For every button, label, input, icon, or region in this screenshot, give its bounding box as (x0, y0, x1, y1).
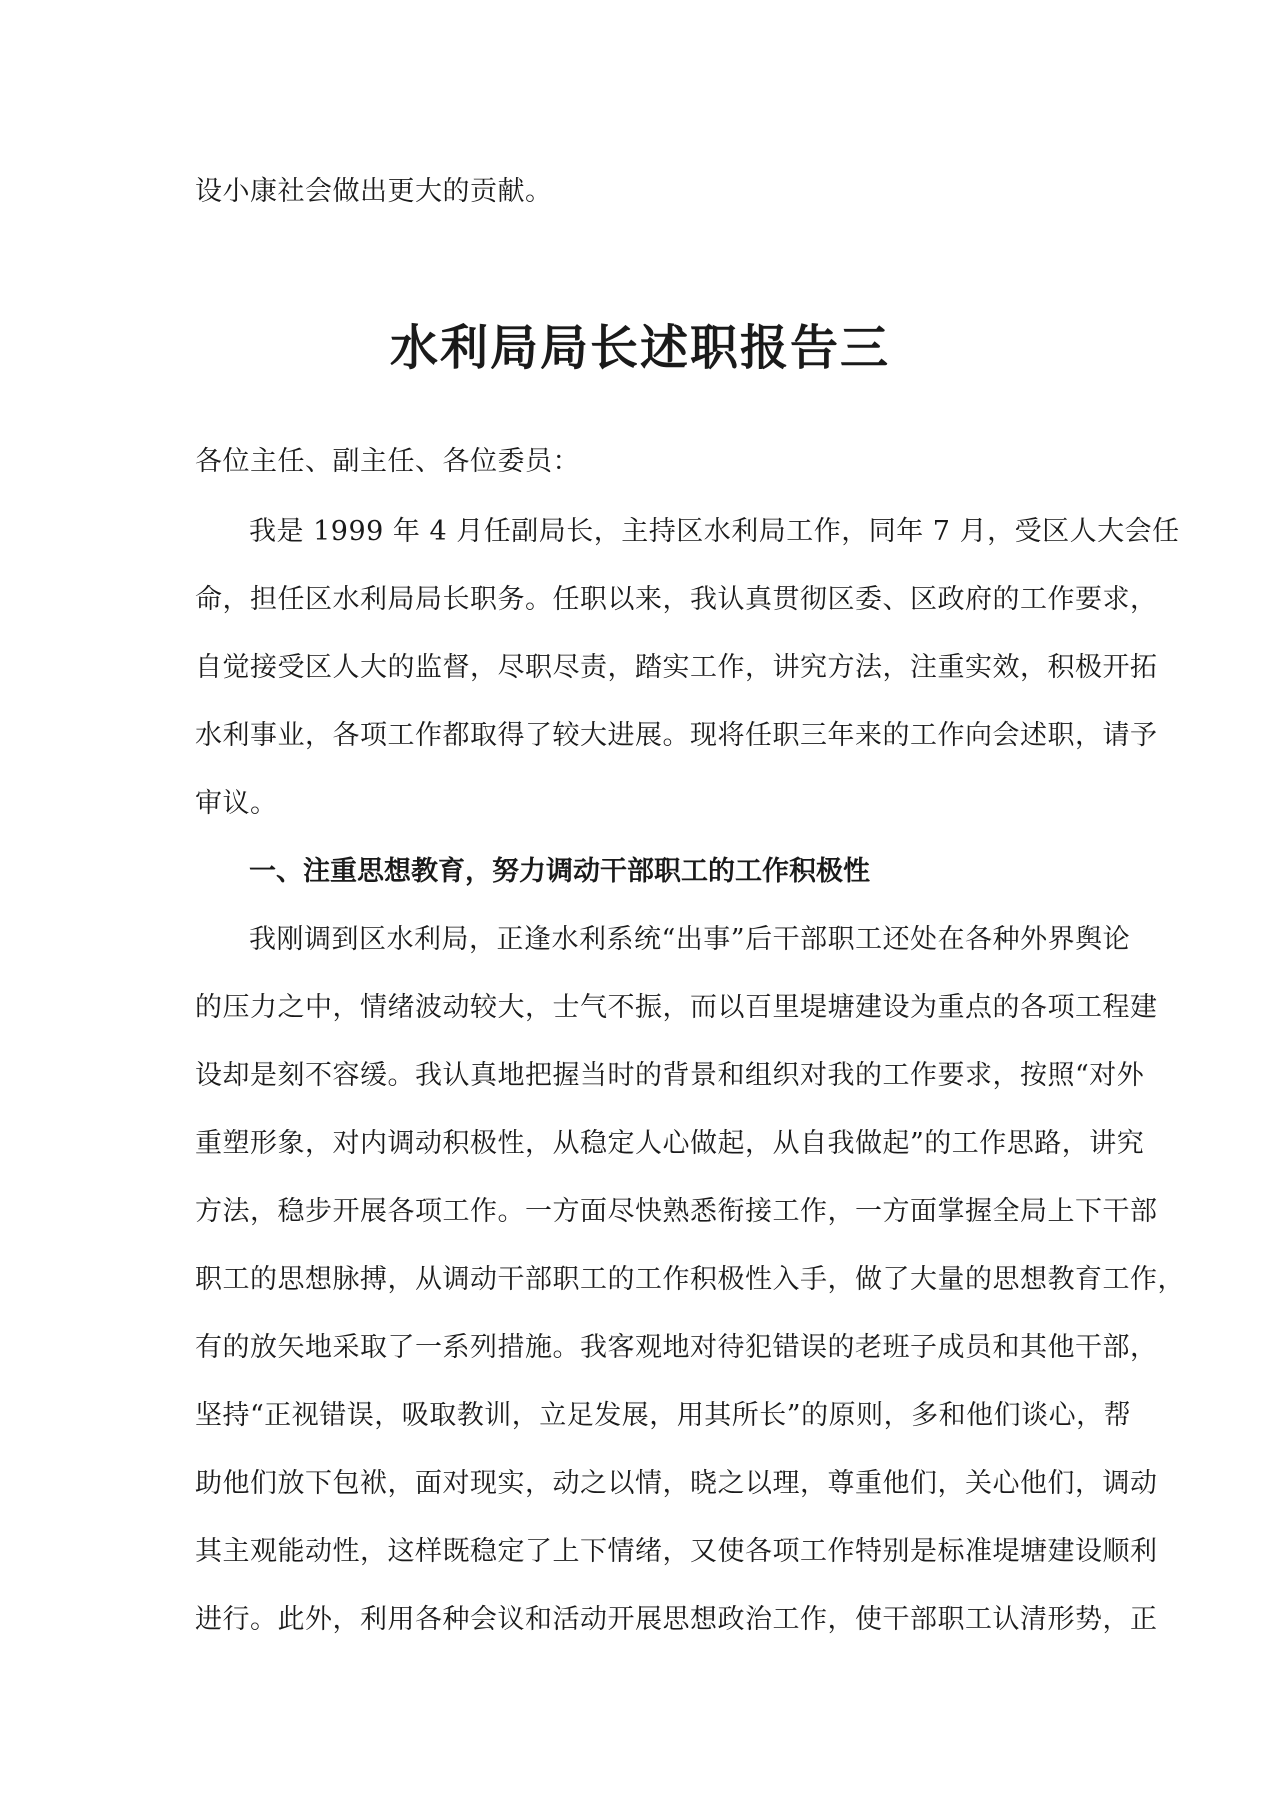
paragraph-line: 助他们放下包袱，面对现实，动之以情，晓之以理，尊重他们，关心他们，调动 (195, 1468, 1158, 1499)
paragraph-line: 坚持“正视错误，吸取教训，立足发展，用其所长”的原则，多和他们谈心，帮 (195, 1400, 1132, 1431)
paragraph-line: 有的放矢地采取了一系列措施。我客观地对待犯错误的老班子成员和其他干部， (195, 1332, 1158, 1363)
paragraph-line: 水利事业，各项工作都取得了较大进展。现将任职三年来的工作向会述职，请予 (195, 720, 1158, 751)
section-heading: 一、注重思想教育，努力调动干部职工的工作积极性 (249, 856, 870, 887)
paragraph-line: 我是 1999 年 4 月任副局长，主持区水利局工作，同年 7 月，受区人大会任 (249, 516, 1180, 547)
paragraph-line: 重塑形象，对内调动积极性，从稳定人心做起，从自我做起”的工作思路，讲究 (195, 1128, 1145, 1159)
paragraph-line: 进行。此外，利用各种会议和活动开展思想政治工作，使干部职工认清形势，正 (195, 1604, 1158, 1635)
paragraph-line: 方法，稳步开展各项工作。一方面尽快熟悉衔接工作，一方面掌握全局上下干部 (195, 1196, 1158, 1227)
carryover-line: 设小康社会做出更大的贡献。 (195, 176, 553, 207)
paragraph-line: 命，担任区水利局局长职务。任职以来，我认真贯彻区委、区政府的工作要求， (195, 584, 1158, 615)
paragraph-line: 的压力之中，情绪波动较大，士气不振，而以百里堤塘建设为重点的各项工程建 (195, 992, 1158, 1023)
paragraph-line: 其主观能动性，这样既稳定了上下情绪，又使各项工作特别是标准堤塘建设顺利 (195, 1536, 1158, 1567)
paragraph-line: 自觉接受区人大的监督，尽职尽责，踏实工作，讲究方法，注重实效，积极开拓 (195, 652, 1158, 683)
page-title: 水利局局长述职报告三 (389, 320, 890, 376)
salutation: 各位主任、副主任、各位委员： (195, 446, 580, 477)
paragraph-line: 设却是刻不容缓。我认真地把握当时的背景和组织对我的工作要求，按照“对外 (195, 1060, 1145, 1091)
paragraph-line: 审议。 (195, 788, 278, 819)
paragraph-line: 我刚调到区水利局，正逢水利系统“出事”后干部职工还处在各种外界舆论 (249, 924, 1131, 955)
paragraph-line: 职工的思想脉搏，从调动干部职工的工作积极性入手，做了大量的思想教育工作， (195, 1264, 1185, 1295)
